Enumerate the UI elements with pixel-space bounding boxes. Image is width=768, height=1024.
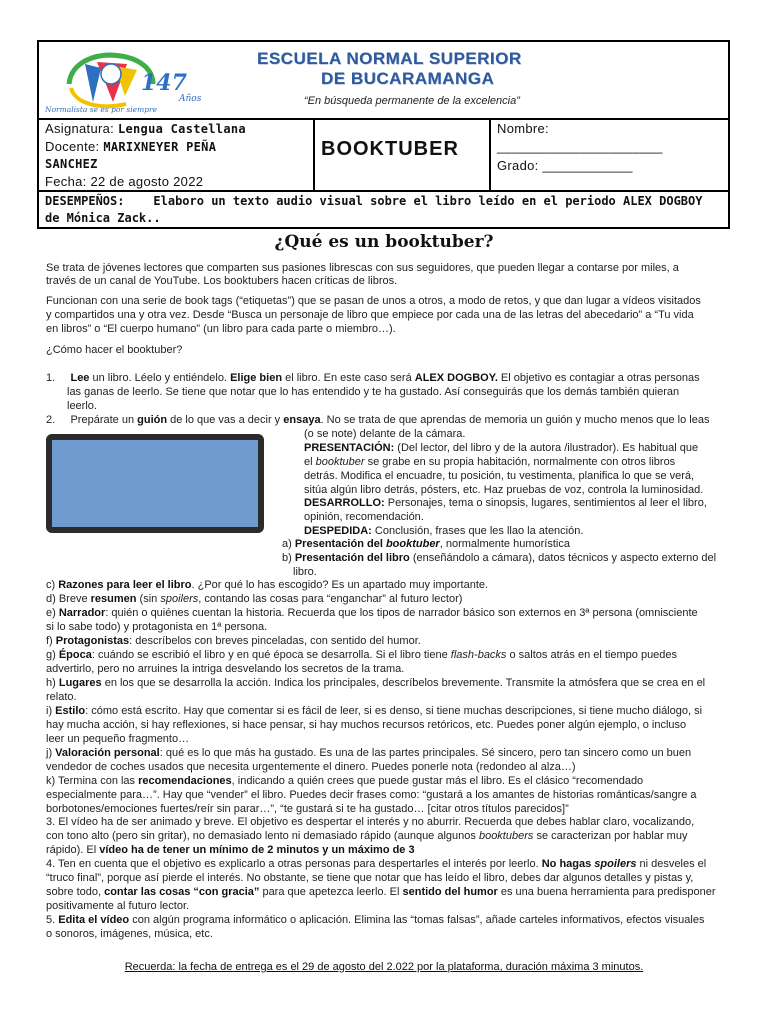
item-i: i) Estilo: cómo está escrito. Hay que comentar si es fácil de leer, si es denso, si tiene muchas descripciones, si tiene mucho diálogo, si [46,705,703,717]
header-table [37,40,730,229]
item-k: k) Termina con las recomendaciones, indicando a quién crees que puede gustar más el libro. Es el clásico “recomendado [46,775,644,787]
desempenos: DESEMPEÑOS: Elaboro un texto audio visual sobre el libro leído en el periodo ALEX DOGBOY de Mónica Zack.. [45,194,703,225]
step-2-line-2: (o se note) delante de la cámara. [304,428,466,440]
desempenos-row [39,190,728,227]
item-b-2: libro. [293,566,317,578]
point-4-3: sobre todo, contar las cosas “con gracia” para que apetezca leerlo. El sentido del humor es una buena herramienta para predisponer [46,886,716,898]
logo-tagline: Normalista se es por siempre [45,105,158,114]
intro-line-4: y compartidos una y otra vez. Desde “Busca un personaje de libro que empiece por cada una de las letras del abecedario” a “Tu vida [46,309,694,321]
intro-line-1: Se trata de jóvenes lectores que comparten sus pasiones librescas con sus seguidores, que pueden llegar a contarse por miles, a [46,262,679,274]
item-c: c) Razones para leer el libro. ¿Por qué lo has escogido? Es un apartado muy importante. [46,579,489,591]
main-title: ¿Qué es un booktuber? [274,232,494,252]
step-1-line-2: las ganas de leerlo. Se tiene que notar que lo has entendido y te ha gustado. Así conseguirás que los demás también quieran [67,386,680,398]
intro-line-2: través de un canal de YouTube. Los booktubers hacen críticas de libros. [46,275,398,287]
despedida: DESPEDIDA: Conclusión, frases que les llao la atención. [304,525,584,537]
presentacion-4: sitúa algún libro detrás, pósters, etc. Haz pruebas de voz, controla la luminosidad. [304,484,704,496]
grado-field[interactable]: Grado: ____________ [497,158,633,173]
step-1: 1. Lee un libro. Léelo y entiéndelo. Elige bien el libro. En este caso será ALEX DOGBOY. El objetivo es contagiar a otras personas [46,372,700,384]
nombre-label: Nombre: [497,121,549,136]
item-j: j) Valoración personal: qué es lo que más ha gustado. Es una de las partes principales. Sé sincero, pero tan sincero como un buen [46,747,692,759]
item-h-2: relato. [46,691,77,703]
presentacion-2: el booktuber se grabe en su propia habitación, normalmente con otros libros [304,456,676,468]
asignatura: Asignatura: Lengua Castellana [45,121,246,136]
point-4-2: “truco final”, porque así pierde el interés. No obstante, se tiene que notar que has leído el libro, debes dar algunos detalles y pistas y, [46,872,694,884]
item-g-2: advertirlo, pero no arruines la intriga desvelando los secretos de la trama. [46,663,405,675]
item-d: d) Breve resumen (sin spoilers, contando las cosas para “enganchar” al futuro lector) [46,593,463,605]
point-4: 4. Ten en cuenta que el objetivo es explicarlo a otras personas para despertarles el interés por leerlo. No hagas spoilers ni desveles el [46,858,707,870]
title-cell [313,118,491,190]
docente: Docente: MARIXNEYER PEÑA [45,139,217,154]
header-banner [39,42,728,120]
item-k-2: especialmente para…”. Hay que “vender” el libro. Puedes decir frases como: “gustará a los amantes de historias románticas/sangre a [46,789,697,801]
desarrollo: DESARROLLO: Personajes, tema o sinopsis, lugares, sentimientos al leer el libro, [304,497,707,509]
info-row [39,118,728,192]
school-motto: “En búsqueda permanente de la excelencia” [304,95,520,107]
item-f: f) Protagonistas: descríbelos con breves pinceladas, con sentido del humor. [46,635,421,647]
desarrollo-2: opinión, recomendación. [304,511,424,523]
doc-title: BOOKTUBER [321,138,459,160]
item-k-3: borbotones/emociones fuertes/reír sin parar…”, “te gustará si te ha gustado… [citar otros títulos parecidos]” [46,803,569,815]
presentacion-3: detrás. Modifica el encuadre, tu posición, tu vestimenta, planifica lo que se verá, [304,470,695,482]
presentacion: PRESENTACIÓN: (Del lector, del libro y de la autora /ilustrador). Es habitual que [304,442,699,454]
point-5: 5. Edita el vídeo con algún programa informático o aplicación. Elimina las “tomas falsas”, añade carteles informativos, efectos visuales [46,914,705,926]
item-g: g) Época: cuándo se escribió el libro y en qué época se desarrolla. Si el libro tiene flash-backs o saltos atrás en el tiempo puedes [46,649,678,661]
step-1-line-3: leerlo. [67,400,97,412]
school-logo [41,44,231,116]
point-5-2: o sonoros, imágenes, música, etc. [46,928,213,940]
item-i-2: hay mucha acción, si hay reflexiones, si hace pensar, si hay muchos recursos retóricos, etc. Puedes poner algún ejemplo, o incluso [46,719,687,731]
item-i-3: leer un pequeño fragmento… [46,733,190,745]
point-4-4: positivamente al futuro lector. [46,900,190,912]
item-e-2: si lo sabe todo) y protagonista en 1ª persona. [46,621,268,633]
school-name-line2: DE BUCARAMANGA [321,69,495,88]
point-3-3: rápido). El vídeo ha de tener un mínimo de 2 minutos y un máximo de 3 [46,844,415,856]
docente-surname: SANCHEZ [45,157,98,171]
item-h: h) Lugares en los que se desarrolla la acción. Indica los principales, descríbelos brevemente. Transmite la atmósfera que se crea en el [46,677,706,689]
fecha: Fecha: 22 de agosto 2022 [45,174,204,189]
item-j-2: vendedor de coches usados que necesita urgentemente el dinero. Puedes ponerle nota (redondeo al alza…) [46,761,576,773]
step-2: 2. Prepárate un guión de lo que vas a decir y ensaya. No se trata de que aprendas de memoria un guión y mucho menos que lo leas [46,414,710,426]
point-3: 3. El vídeo ha de ser animado y breve. El objetivo es despertar el interés y no aburrir. Recuerda que debes hablar claro, vocalizando, [46,816,695,828]
logo-sub: Años [179,94,202,104]
point-3-2: con tono alto (pero sin gritar), no demasiado lento ni demasiado rápido (aunque algunos booktubers se caracterizan por hablar muy [46,830,688,842]
how-to-heading: ¿Cómo hacer el booktuber? [46,344,183,356]
student-cell [491,118,728,190]
nombre-field[interactable]: ______________________ [497,139,663,154]
footer-reminder: Recuerda: la fecha de entrega es el 29 de agosto del 2.022 por la plataforma, duración máxima 3 minutos. [124,961,644,973]
intro-line-3: Funcionan con una serie de book tags (“etiquetas”) que se pasan de unos a otros, a modo de retos, y que dan lugar a vídeos visitados [46,295,701,307]
school-name-line1: ESCUELA NORMAL SUPERIOR [257,49,522,68]
item-a: a) Presentación del booktuber, normalmente humorística [282,538,570,550]
video-frame-image [46,434,264,533]
subject-cell [39,118,315,190]
intro-line-5: en libros” o “El cuerpo humano” (un libro para cada parte o miembro…). [46,323,396,335]
logo-number: 147 [141,70,187,96]
item-e: e) Narrador: quién o quiénes cuentan la historia. Recuerda que los tipos de narrador básico son externos en 3ª persona (omnisciente [46,607,698,619]
item-b: b) Presentación del libro (enseñándolo a cámara), datos técnicos y aspecto externo del [282,552,717,564]
